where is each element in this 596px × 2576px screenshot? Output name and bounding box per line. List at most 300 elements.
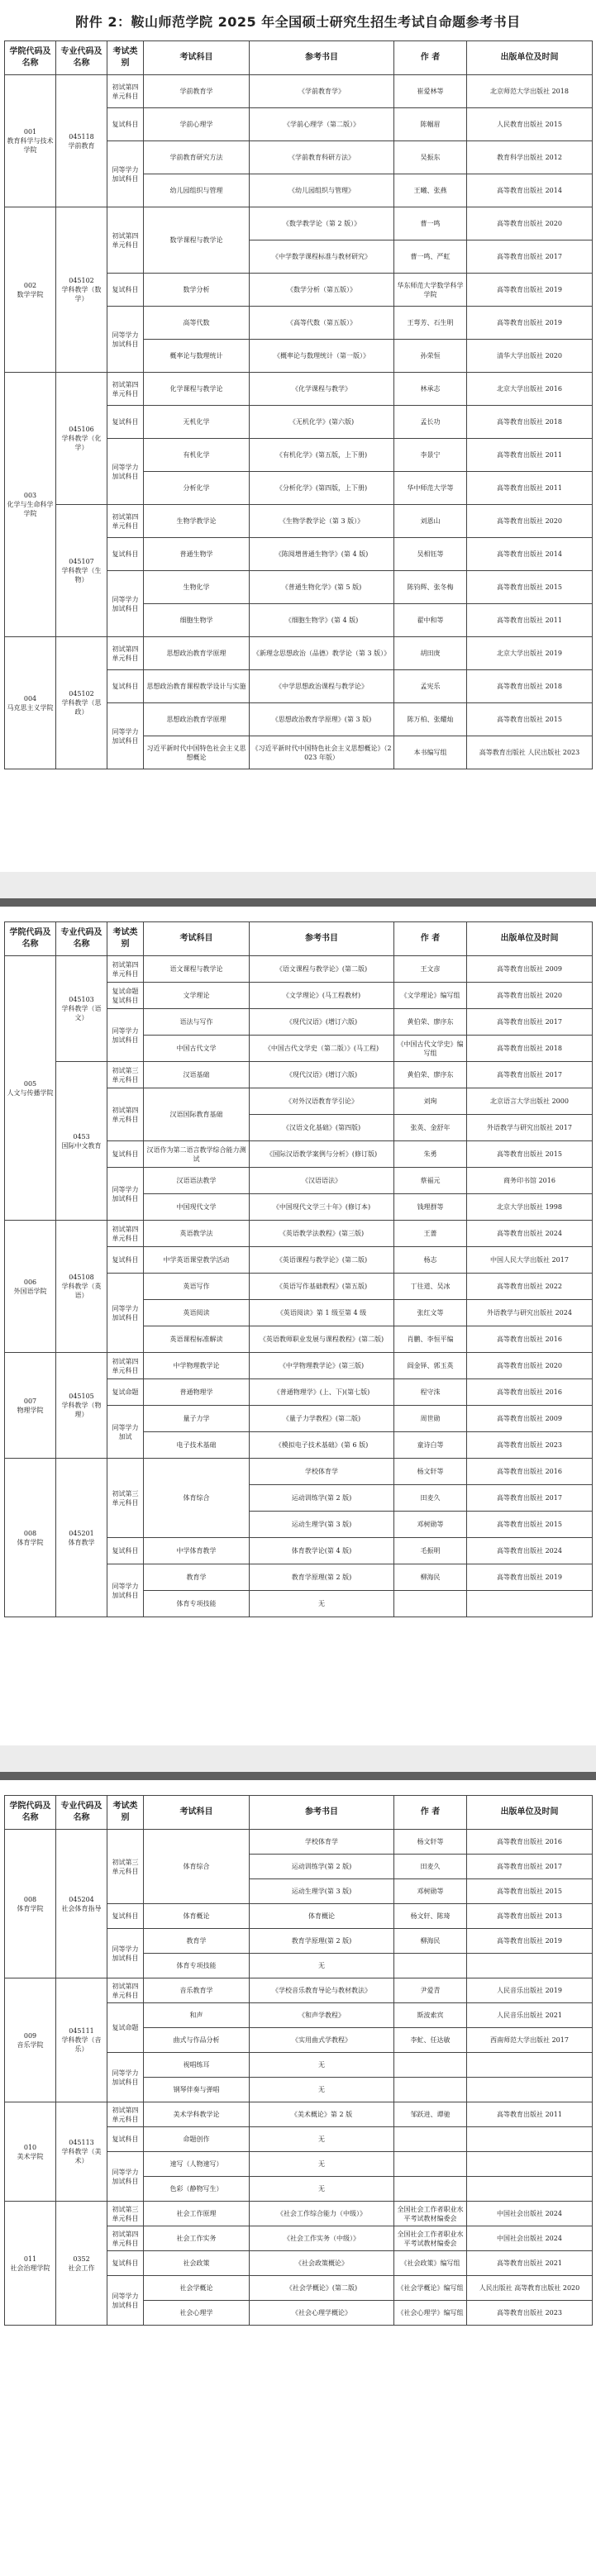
- major-cell: 045102 学科教学（思政）: [56, 637, 107, 769]
- publisher-cell: 高等教育出版社 2015: [467, 1141, 593, 1168]
- exam-type-cell: 复试科目: [107, 1538, 144, 1564]
- subject-cell: 文学理论: [144, 983, 250, 1009]
- book-cell: 《幼儿园组织与管理》: [250, 174, 394, 207]
- table-row: [5, 2202, 593, 2226]
- major-cell: 045103 学科教学（语文）: [56, 956, 107, 1062]
- book-cell: 《社会工作实务（中级）》: [250, 2226, 394, 2251]
- subject-cell: 英语教学法: [144, 1221, 250, 1247]
- publisher-cell: 高等教育出版社 2020: [467, 207, 593, 240]
- author-cell: 黄伯荣、廖序东: [394, 1009, 467, 1036]
- subject-cell: 社会政策: [144, 2251, 250, 2276]
- book-cell: 《普通物理学》(上、下)(第七版): [250, 1379, 394, 1406]
- author-cell: 《文学理论》编写组: [394, 983, 467, 1009]
- book-cell: 《陈阅增普通生物学》(第 4 版): [250, 538, 394, 571]
- major-cell: 045118 学前教育: [56, 75, 107, 207]
- college-cell: 006 外国语学院: [5, 1221, 56, 1353]
- author-cell: 杨志: [394, 1247, 467, 1274]
- subject-cell: 中国古代文学: [144, 1036, 250, 1062]
- publisher-cell: 人民音乐出版社 2019: [467, 1978, 593, 2003]
- subject-cell: 体育综合: [144, 1459, 250, 1538]
- subject-cell: 速写（人物速写）: [144, 2152, 250, 2177]
- author-cell: [394, 2177, 467, 2202]
- subject-cell: 社会工作实务: [144, 2226, 250, 2251]
- table-row: [5, 207, 593, 240]
- subject-cell: 学前教育研究方法: [144, 141, 250, 174]
- table-row: [5, 956, 593, 983]
- column-header: 参考书目: [250, 1796, 394, 1830]
- author-cell: 华中师范大学等: [394, 472, 467, 505]
- column-header: 出版单位及时间: [467, 41, 593, 75]
- author-cell: 朱勇: [394, 1141, 467, 1168]
- column-header: 学院代码及名称: [5, 41, 56, 75]
- publisher-cell: [467, 2177, 593, 2202]
- major-cell: 045105 学科教学（物理）: [56, 1353, 107, 1459]
- exam-type-cell: 同等学力加试科目: [107, 141, 144, 207]
- subject-cell: 思想政治教育课程教学设计与实施: [144, 670, 250, 703]
- book-cell: 《国际汉语教学案例与分析》(修订版): [250, 1141, 394, 1168]
- author-cell: 邓树勋等: [394, 1879, 467, 1904]
- author-cell: 杨文轩等: [394, 1459, 467, 1485]
- author-cell: 吴振东: [394, 141, 467, 174]
- book-cell: 《细胞生物学》(第 4 版): [250, 604, 394, 637]
- major-cell: 045201 体育教学: [56, 1459, 107, 1617]
- book-cell: 《美术概论》第 2 版: [250, 2102, 394, 2127]
- author-cell: 陈钧辉、张冬梅: [394, 571, 467, 604]
- subject-cell: 社会工作原理: [144, 2202, 250, 2226]
- publisher-cell: 外语教学与研究出版社 2017: [467, 1115, 593, 1141]
- book-cell: 《社会学概论》(第二版): [250, 2276, 394, 2301]
- table-header-row: [5, 41, 593, 75]
- publisher-cell: 人民出版社 高等教育出版社 2020: [467, 2276, 593, 2301]
- author-cell: 《社会心理学》编写组: [394, 2301, 467, 2326]
- author-cell: 《中国古代文学史》编写组: [394, 1036, 467, 1062]
- column-header: 出版单位及时间: [467, 1796, 593, 1830]
- book-cell: 《实用曲式学教程》: [250, 2028, 394, 2053]
- exam-type-cell: 初试第四单元科目: [107, 373, 144, 406]
- column-header: 考试科目: [144, 1796, 250, 1830]
- publisher-cell: 北京大学出版社 2019: [467, 637, 593, 670]
- exam-type-cell: 同等学力加试科目: [107, 439, 144, 505]
- column-header: 专业代码及名称: [56, 1796, 107, 1830]
- book-cell: 《英语教学法教程》(第三版): [250, 1221, 394, 1247]
- publisher-cell: 中国社会出版社 2024: [467, 2226, 593, 2251]
- publisher-cell: 高等教育出版社 2019: [467, 1564, 593, 1591]
- author-cell: 曹一鸣: [394, 207, 467, 240]
- subject-cell: 数学课程与教学论: [144, 207, 250, 274]
- author-cell: [394, 1954, 467, 1978]
- column-header: 作 者: [394, 922, 467, 956]
- book-cell: 《数学教学论（第 2 版）》: [250, 207, 394, 240]
- exam-type-cell: 复试科目: [107, 406, 144, 439]
- book-cell: 《普通生物化学》(第 5 版): [250, 571, 394, 604]
- author-cell: 《社会政策》编写组: [394, 2251, 467, 2276]
- subject-cell: 英语写作: [144, 1274, 250, 1300]
- exam-type-cell: 同等学力加试: [107, 1406, 144, 1459]
- book-cell: 《学校音乐教育导论与教材教法》: [250, 1978, 394, 2003]
- subject-cell: 数学分析: [144, 274, 250, 307]
- table-row: [5, 373, 593, 406]
- author-cell: 周世勋: [394, 1406, 467, 1432]
- table-row: [5, 1221, 593, 1247]
- author-cell: 阎金铎、郭玉英: [394, 1353, 467, 1379]
- author-cell: 邓树勋等: [394, 1512, 467, 1538]
- publisher-cell: 人民音乐出版社 2021: [467, 2003, 593, 2028]
- subject-cell: 生物学教学论: [144, 505, 250, 538]
- subject-cell: 语法与写作: [144, 1009, 250, 1036]
- subject-cell: 视唱练耳: [144, 2053, 250, 2078]
- column-header: 学院代码及名称: [5, 922, 56, 956]
- book-cell: 《新理念思想政治（品德）教学论（第 3 版）》: [250, 637, 394, 670]
- exam-type-cell: 复试科目: [107, 1247, 144, 1274]
- exam-type-cell: 初试第三单元科目: [107, 1830, 144, 1904]
- book-cell: 无: [250, 2177, 394, 2202]
- author-cell: 田麦久: [394, 1485, 467, 1512]
- major-cell: 045111 学科教学（音乐）: [56, 1978, 107, 2102]
- publisher-cell: 高等教育出版社 人民出版社 2023: [467, 736, 593, 769]
- author-cell: 翟中和等: [394, 604, 467, 637]
- book-cell: 运动生理学(第 3 版): [250, 1879, 394, 1904]
- book-cell: 无: [250, 2152, 394, 2177]
- publisher-cell: 高等教育出版社 2016: [467, 1459, 593, 1485]
- author-cell: 程守洙: [394, 1379, 467, 1406]
- publisher-cell: 高等教育出版社 2017: [467, 1062, 593, 1088]
- subject-cell: 高等代数: [144, 307, 250, 340]
- book-cell: 《文学理论》(马工程教材): [250, 983, 394, 1009]
- book-cell: 无: [250, 1591, 394, 1617]
- publisher-cell: 高等教育出版社 2011: [467, 604, 593, 637]
- exam-type-cell: 复试科目: [107, 538, 144, 571]
- author-cell: 王文彦: [394, 956, 467, 983]
- table-header-row: [5, 1796, 593, 1830]
- exam-type-cell: 同等学力加试科目: [107, 1009, 144, 1062]
- book-cell: 《高等代数（第五版）》: [250, 307, 394, 340]
- publisher-cell: 高等教育出版社 2018: [467, 670, 593, 703]
- publisher-cell: 高等教育出版社 2023: [467, 2301, 593, 2326]
- publisher-cell: 北京大学出版社 1998: [467, 1194, 593, 1221]
- subject-cell: 普通生物学: [144, 538, 250, 571]
- publisher-cell: 高等教育出版社 2013: [467, 1904, 593, 1929]
- exam-type-cell: 初试第三单元科目: [107, 2202, 144, 2226]
- major-cell: 045102 学科教学（数学）: [56, 207, 107, 373]
- column-header: 考试科目: [144, 922, 250, 956]
- book-cell: 《社会工作综合能力（中级）》: [250, 2202, 394, 2226]
- author-cell: 李景宁: [394, 439, 467, 472]
- author-cell: 丁往道、吴冰: [394, 1274, 467, 1300]
- page-separator: [0, 898, 596, 907]
- book-cell: 《汉语文化基础》(第四版): [250, 1115, 394, 1141]
- subject-cell: 语文课程与教学论: [144, 956, 250, 983]
- subject-cell: 钢琴伴奏与弹唱: [144, 2078, 250, 2102]
- subject-cell: 学前心理学: [144, 108, 250, 141]
- exam-type-cell: 同等学力加试科目: [107, 2276, 144, 2326]
- publisher-cell: 清华大学出版社 2020: [467, 340, 593, 373]
- subject-cell: 幼儿园组织与管理: [144, 174, 250, 207]
- exam-type-cell: 同等学力加试科目: [107, 1168, 144, 1221]
- publisher-cell: 高等教育出版社 2016: [467, 1379, 593, 1406]
- subject-cell: 体育综合: [144, 1830, 250, 1904]
- publisher-cell: 高等教育出版社 2020: [467, 983, 593, 1009]
- subject-cell: 分析化学: [144, 472, 250, 505]
- book-cell: 《学前教育科研方法》: [250, 141, 394, 174]
- exam-type-cell: 同等学力加试科目: [107, 2152, 144, 2202]
- exam-type-cell: 初试第三单元科目: [107, 1062, 144, 1088]
- book-cell: 《社会心理学概论》: [250, 2301, 394, 2326]
- exam-type-cell: 初试第四单元科目: [107, 956, 144, 983]
- book-cell: 《无机化学》(第六版): [250, 406, 394, 439]
- author-cell: 全国社会工作者职业水平考试教材编委会: [394, 2226, 467, 2251]
- subject-cell: 汉语作为第二语言教学综合能力测试: [144, 1141, 250, 1168]
- author-cell: 童诗白等: [394, 1432, 467, 1459]
- author-cell: 陈万柏、张耀灿: [394, 703, 467, 736]
- book-cell: 《英语课程与教学论》(第二版): [250, 1247, 394, 1274]
- publisher-cell: 高等教育出版社 2016: [467, 1830, 593, 1855]
- college-cell: 007 物理学院: [5, 1353, 56, 1459]
- book-cell: 《中国古代文学史（第二版）》(马工程): [250, 1036, 394, 1062]
- book-cell: 无: [250, 2127, 394, 2152]
- college-cell: 008 体育学院: [5, 1459, 56, 1617]
- column-header: 参考书目: [250, 922, 394, 956]
- publisher-cell: 高等教育出版社 2017: [467, 1009, 593, 1036]
- subject-cell: 学前教育学: [144, 75, 250, 108]
- publisher-cell: 高等教育出版社 2016: [467, 1326, 593, 1353]
- book-cell: 《英语写作基础教程》(第五版): [250, 1274, 394, 1300]
- author-cell: [394, 2078, 467, 2102]
- publisher-cell: 高等教育出版社 2022: [467, 1274, 593, 1300]
- publisher-cell: 高等教育出版社 2011: [467, 2102, 593, 2127]
- column-header: 考试类别: [107, 922, 144, 956]
- exam-type-cell: 初试第四单元科目: [107, 207, 144, 274]
- major-cell: 045107 学科教学（生物）: [56, 505, 107, 637]
- author-cell: 黄伯荣、廖序东: [394, 1062, 467, 1088]
- major-cell: 045108 学科教学（英语）: [56, 1221, 107, 1353]
- subject-cell: 生物化学: [144, 571, 250, 604]
- publisher-cell: 高等教育出版社 2020: [467, 505, 593, 538]
- exam-type-cell: 同等学力加试科目: [107, 1929, 144, 1978]
- exam-type-cell: 初试第四单元科目: [107, 2226, 144, 2251]
- author-cell: 吴相钰等: [394, 538, 467, 571]
- publisher-cell: 高等教育出版社 2009: [467, 956, 593, 983]
- subject-cell: 中国现代文学: [144, 1194, 250, 1221]
- book-cell: 《数学分析（第五版）》: [250, 274, 394, 307]
- subject-cell: 体育专项技能: [144, 1954, 250, 1978]
- column-header: 参考书目: [250, 41, 394, 75]
- subject-cell: 思想政治教育学原理: [144, 703, 250, 736]
- major-cell: 0352 社会工作: [56, 2202, 107, 2326]
- book-cell: 《思想政治教育学原理》(第 3 版): [250, 703, 394, 736]
- subject-cell: 量子力学: [144, 1406, 250, 1432]
- exam-type-cell: 复试命题: [107, 1379, 144, 1406]
- major-cell: 045113 学科教学（美术）: [56, 2102, 107, 2202]
- publisher-cell: 高等教育出版社 2017: [467, 1485, 593, 1512]
- subject-cell: 思想政治教育学原理: [144, 637, 250, 670]
- author-cell: 曹一鸣、严虹: [394, 240, 467, 274]
- publisher-cell: 高等教育出版社 2021: [467, 2251, 593, 2276]
- publisher-cell: 高等教育出版社 2015: [467, 1512, 593, 1538]
- author-cell: 陈帼眉: [394, 108, 467, 141]
- publisher-cell: 外语教学与研究出版社 2024: [467, 1300, 593, 1326]
- author-cell: 华东师范大学数学科学学院: [394, 274, 467, 307]
- author-cell: 张英、金舒年: [394, 1115, 467, 1141]
- exam-type-cell: 复试科目: [107, 1904, 144, 1929]
- publisher-cell: 高等教育出版社 2020: [467, 1353, 593, 1379]
- exam-type-cell: 初试第四单元科目: [107, 1353, 144, 1379]
- author-cell: 田麦久: [394, 1855, 467, 1879]
- book-cell: 《现代汉语》(增订六版): [250, 1009, 394, 1036]
- book-cell: 运动训练学(第 2 版): [250, 1855, 394, 1879]
- book-cell: 《习近平新时代中国特色社会主义思想概论》（2023 年版）: [250, 736, 394, 769]
- reference-book-table: [4, 1795, 593, 2326]
- publisher-cell: 西南师范大学出版社 2017: [467, 2028, 593, 2053]
- subject-cell: 体育专项技能: [144, 1591, 250, 1617]
- subject-cell: 习近平新时代中国特色社会主义思想概论: [144, 736, 250, 769]
- author-cell: 孟宪乐: [394, 670, 467, 703]
- author-cell: 孟长功: [394, 406, 467, 439]
- publisher-cell: 中国人民大学出版社 2017: [467, 1247, 593, 1274]
- book-cell: 《汉语语法》: [250, 1168, 394, 1194]
- book-cell: 教育学原理(第 2 版): [250, 1564, 394, 1591]
- publisher-cell: 人民教育出版社 2015: [467, 108, 593, 141]
- table-row: [5, 1062, 593, 1088]
- subject-cell: 汉语语法教学: [144, 1168, 250, 1194]
- publisher-cell: 高等教育出版社 2014: [467, 538, 593, 571]
- author-cell: 王蔷: [394, 1221, 467, 1247]
- author-cell: 《社会学概论》编写组: [394, 2276, 467, 2301]
- publisher-cell: [467, 2127, 593, 2152]
- book-cell: 《化学课程与教学》: [250, 373, 394, 406]
- college-cell: 002 数学学院: [5, 207, 56, 373]
- publisher-cell: 教育科学出版社 2012: [467, 141, 593, 174]
- publisher-cell: 北京语言大学出版社 2000: [467, 1088, 593, 1115]
- major-cell: 045106 学科教学（化学）: [56, 373, 107, 505]
- college-cell: 011 社会治理学院: [5, 2202, 56, 2326]
- author-cell: 肖鹏、李恒平编: [394, 1326, 467, 1353]
- book-cell: 《语文课程与教学论》(第二版): [250, 956, 394, 983]
- publisher-cell: 高等教育出版社 2019: [467, 274, 593, 307]
- column-header: 考试科目: [144, 41, 250, 75]
- author-cell: 柳海民: [394, 1929, 467, 1954]
- publisher-cell: 高等教育出版社 2018: [467, 406, 593, 439]
- publisher-cell: 高等教育出版社 2015: [467, 571, 593, 604]
- exam-type-cell: 初试第四单元科目: [107, 637, 144, 670]
- publisher-cell: 高等教育出版社 2024: [467, 1221, 593, 1247]
- book-cell: 运动生理学(第 3 版): [250, 1512, 394, 1538]
- subject-cell: 概率论与数理统计: [144, 340, 250, 373]
- publisher-cell: [467, 2053, 593, 2078]
- book-cell: 《中学数学课程标准与教材研究》: [250, 240, 394, 274]
- exam-type-cell: 初试第四单元科目: [107, 75, 144, 108]
- table-row: [5, 1830, 593, 1855]
- page-gap-1: [0, 872, 596, 907]
- subject-cell: 英语阅读: [144, 1300, 250, 1326]
- table-header-row: [5, 922, 593, 956]
- publisher-cell: 北京大学出版社 2016: [467, 373, 593, 406]
- book-cell: 体育教学论(第 4 版): [250, 1538, 394, 1564]
- subject-cell: 汉语基础: [144, 1062, 250, 1088]
- author-cell: 杨文轩、陈琦: [394, 1904, 467, 1929]
- book-cell: 《英语阅读》第 1 级至第 4 级: [250, 1300, 394, 1326]
- subject-cell: 电子技术基础: [144, 1432, 250, 1459]
- subject-cell: 色彩（静物写生）: [144, 2177, 250, 2202]
- subject-cell: 教育学: [144, 1564, 250, 1591]
- subject-cell: 中学体育教学: [144, 1538, 250, 1564]
- publisher-cell: 北京师范大学出版社 2018: [467, 75, 593, 108]
- book-cell: 《概率论与数理统计（第一版）》: [250, 340, 394, 373]
- book-cell: 《现代汉语》(增订六版): [250, 1062, 394, 1088]
- exam-type-cell: 复试命题: [107, 2003, 144, 2053]
- column-header: 学院代码及名称: [5, 1796, 56, 1830]
- column-header: 专业代码及名称: [56, 922, 107, 956]
- table-row: [5, 505, 593, 538]
- publisher-cell: 商务印书馆 2016: [467, 1168, 593, 1194]
- author-cell: 尹爱青: [394, 1978, 467, 2003]
- author-cell: 柳海民: [394, 1564, 467, 1591]
- publisher-cell: 高等教育出版社 2024: [467, 1538, 593, 1564]
- book-cell: 《有机化学》(第五版，上下册): [250, 439, 394, 472]
- exam-type-cell: 同等学力加试科目: [107, 571, 144, 637]
- book-cell: 无: [250, 2053, 394, 2078]
- page-2: [0, 907, 596, 1617]
- publisher-cell: 高等教育出版社 2018: [467, 1036, 593, 1062]
- exam-type-cell: 复试科目: [107, 1141, 144, 1168]
- author-cell: 张红文等: [394, 1300, 467, 1326]
- book-cell: 教育学原理(第 2 版): [250, 1929, 394, 1954]
- publisher-cell: 高等教育出版社 2009: [467, 1406, 593, 1432]
- subject-cell: 音乐教育学: [144, 1978, 250, 2003]
- book-cell: 《生物学教学论（第 3 版）》: [250, 505, 394, 538]
- publisher-cell: 高等教育出版社 2015: [467, 703, 593, 736]
- book-cell: 《中国现代文学三十年》(修订本): [250, 1194, 394, 1221]
- author-cell: 崔爱林等: [394, 75, 467, 108]
- book-cell: 无: [250, 2078, 394, 2102]
- table-row: [5, 1459, 593, 1485]
- college-cell: 008 体育学院: [5, 1830, 56, 1978]
- exam-type-cell: 复试科目: [107, 274, 144, 307]
- page-separator: [0, 1772, 596, 1780]
- author-cell: [394, 1591, 467, 1617]
- exam-type-cell: 初试第四单元科目: [107, 1221, 144, 1247]
- author-cell: 钱理群等: [394, 1194, 467, 1221]
- subject-cell: 中学英语课堂教学活动: [144, 1247, 250, 1274]
- author-cell: [394, 2053, 467, 2078]
- book-cell: 学校体育学: [250, 1830, 394, 1855]
- book-cell: 《模拟电子技术基础》(第 6 版): [250, 1432, 394, 1459]
- subject-cell: 无机化学: [144, 406, 250, 439]
- author-cell: 王萼芳、石生明: [394, 307, 467, 340]
- subject-cell: 英语课程标准解读: [144, 1326, 250, 1353]
- exam-type-cell: 同等学力加试科目: [107, 1564, 144, 1617]
- publisher-cell: 高等教育出版社 2019: [467, 307, 593, 340]
- subject-cell: 化学课程与教学论: [144, 373, 250, 406]
- subject-cell: 社会学概论: [144, 2276, 250, 2301]
- exam-type-cell: 复试科目: [107, 2127, 144, 2152]
- reference-book-table: [4, 40, 593, 769]
- table-row: [5, 1978, 593, 2003]
- book-cell: 运动训练学(第 2 版): [250, 1485, 394, 1512]
- column-header: 作 者: [394, 1796, 467, 1830]
- author-cell: 本书编写组: [394, 736, 467, 769]
- college-cell: 003 化学与生命科学学院: [5, 373, 56, 637]
- publisher-cell: 高等教育出版社 2017: [467, 240, 593, 274]
- page-3: [0, 1780, 596, 2326]
- college-cell: 001 教育科学与技术学院: [5, 75, 56, 207]
- subject-cell: 美术学科教学论: [144, 2102, 250, 2127]
- subject-cell: 汉语国际教育基础: [144, 1088, 250, 1141]
- column-header: 专业代码及名称: [56, 41, 107, 75]
- publisher-cell: 高等教育出版社 2015: [467, 1879, 593, 1904]
- publisher-cell: [467, 1591, 593, 1617]
- subject-cell: 和声: [144, 2003, 250, 2028]
- author-cell: 李虻、任达敏: [394, 2028, 467, 2053]
